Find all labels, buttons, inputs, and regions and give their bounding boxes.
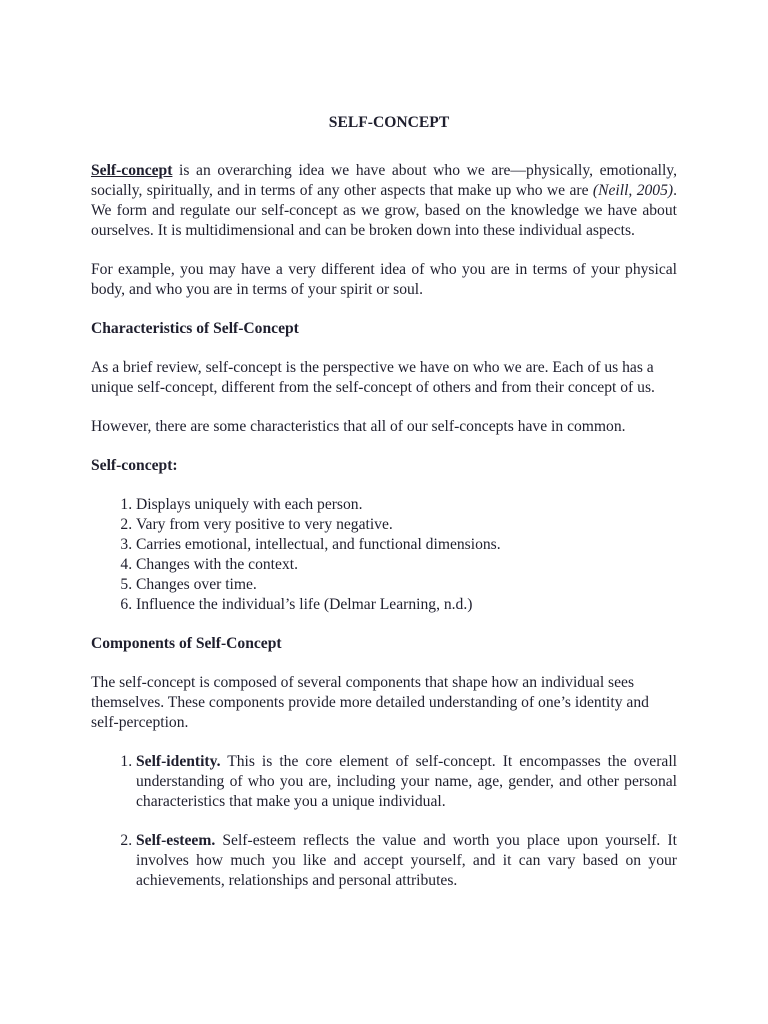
list-item: 6. Influence the individual’s life (Delmar Learning, n.d.)	[136, 595, 677, 615]
characteristics-heading: Characteristics of Self-Concept	[91, 320, 299, 337]
list-item: 3. Carries emotional, intellectual, and functional dimensions.	[136, 535, 677, 555]
characteristics-list	[91, 495, 677, 615]
list-item: 1. Displays uniquely with each person.	[136, 495, 677, 515]
components-heading: Components of Self-Concept	[91, 635, 282, 652]
list-item	[136, 752, 677, 812]
common-paragraph: However, there are some characteristics that all of our self-concepts have in common.	[91, 418, 626, 435]
component-term: Self-identity.	[136, 753, 221, 770]
component-text: This is the core element of self-concept. It encompasses the overall understanding of who you are, including your name, age, gender, and other personal characteristics that make you a unique individual.	[136, 753, 677, 810]
components-intro: The self-concept is composed of several components that shape how an individual sees themselves. These components provide more detailed understanding of one’s identity and self-perception.	[91, 674, 649, 731]
list-item: 5. Changes over time.	[136, 575, 677, 595]
list-item: 4. Changes with the context.	[136, 555, 677, 575]
list-item	[136, 831, 677, 891]
component-text: Self-esteem reflects the value and worth you place upon yourself. It involves how much you like and accept yourself, and it can vary based on your achievements, relationships and personal attributes.	[136, 832, 677, 889]
self-concept-list-heading: Self-concept:	[91, 457, 178, 474]
component-term: Self-esteem.	[136, 832, 216, 849]
example-paragraph: For example, you may have a very different idea of who you are in terms of your physical body, and who you are in terms of your spirit or soul.	[91, 261, 677, 298]
components-list	[91, 752, 677, 891]
document-title: SELF-CONCEPT	[328, 114, 450, 131]
intro-paragraph	[91, 161, 677, 241]
review-paragraph: As a brief review, self-concept is the perspective we have on who we are. Each of us has a unique self-concept, different from the self-concept of others and from their concept of us.	[91, 359, 655, 396]
intro-term: Self-concept	[91, 162, 173, 179]
intro-citation: (Neill, 2005)	[592, 182, 674, 199]
document-page	[91, 113, 677, 910]
intro-text-a: is an overarching idea we have about who we are—physically, emotionally, socially, spiritually, and in terms of any other aspects that make up who we are	[91, 162, 677, 199]
list-item: 2. Vary from very positive to very negative.	[136, 515, 677, 535]
intro-text-b: . We form and regulate our self-concept as we grow, based on the knowledge we have about ourselves. It is multidimensional and can be broken down into these individual aspects.	[91, 182, 677, 239]
